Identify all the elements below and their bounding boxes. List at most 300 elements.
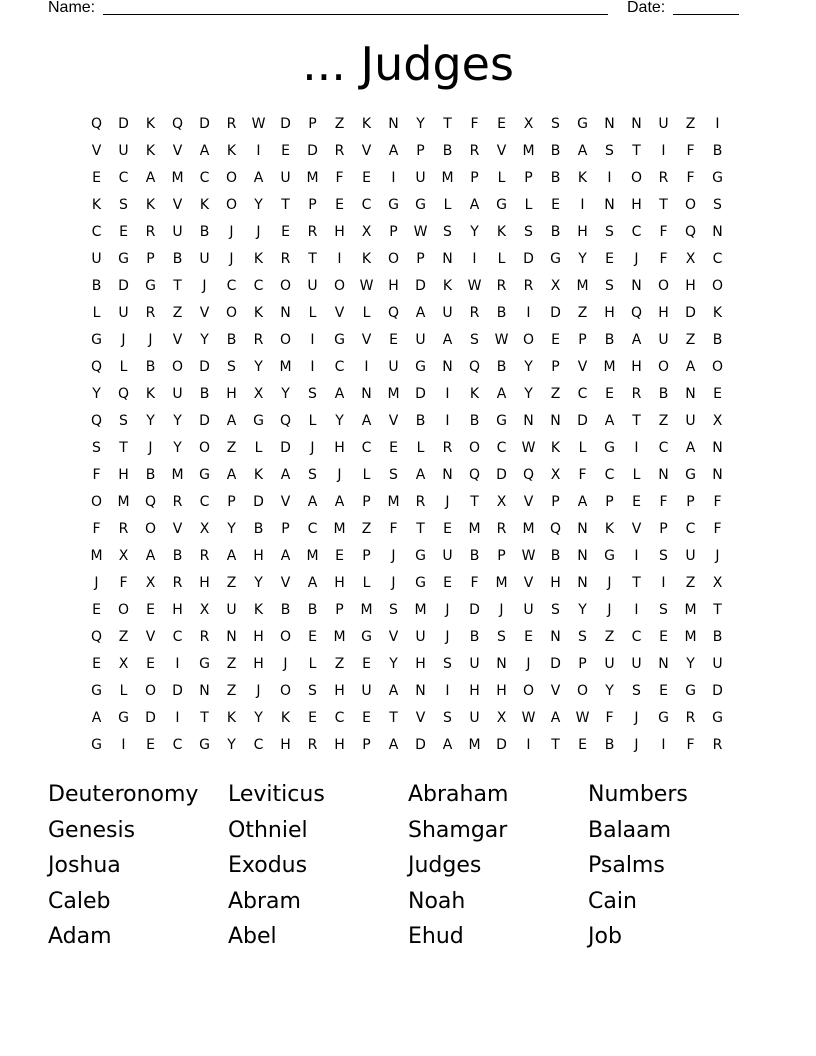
grid-letter: M — [576, 278, 589, 294]
grid-letter: H — [253, 548, 264, 564]
grid-letter: G — [199, 737, 210, 753]
grid-letter: Q — [90, 413, 103, 429]
grid-letter: I — [310, 332, 315, 348]
grid-letter: T — [200, 710, 209, 726]
grid-letter: S — [551, 116, 560, 132]
grid-letter: K — [253, 467, 264, 483]
grid-letter: D — [496, 467, 507, 483]
grid-letter: J — [283, 656, 288, 672]
grid-letter: B — [226, 332, 237, 348]
grid-letter: G — [91, 332, 102, 348]
grid-letter: G — [604, 548, 615, 564]
grid-letter: R — [469, 305, 480, 321]
grid-row — [83, 273, 731, 300]
grid-letter: D — [280, 116, 291, 132]
word-list-item: Shamgar — [408, 817, 508, 843]
grid-letter: G — [496, 413, 507, 429]
grid-letter: S — [308, 386, 317, 402]
grid-letter: K — [145, 197, 156, 213]
grid-letter: B — [496, 305, 507, 321]
word-list-item: Abel — [228, 924, 277, 949]
grid-letter: D — [199, 413, 210, 429]
grid-letter: J — [121, 332, 126, 348]
grid-letter: V — [496, 143, 507, 159]
grid-letter: Q — [90, 116, 103, 132]
grid-letter: B — [469, 629, 480, 645]
grid-letter: O — [117, 602, 130, 618]
grid-letter: T — [173, 278, 182, 294]
grid-letter: M — [603, 359, 616, 375]
grid-letter: J — [337, 467, 342, 483]
grid-letter: C — [361, 440, 372, 456]
grid-letter: L — [119, 359, 128, 375]
grid-letter: A — [226, 467, 237, 483]
word-list-item: Adam — [48, 924, 112, 949]
grid-letter: F — [659, 224, 668, 240]
grid-letter: K — [253, 305, 264, 321]
grid-letter: O — [144, 683, 157, 699]
grid-letter: A — [442, 737, 453, 753]
grid-letter: G — [604, 440, 615, 456]
grid-letter: K — [712, 305, 723, 321]
grid-letter: R — [199, 548, 210, 564]
grid-letter: V — [361, 143, 372, 159]
grid-letter: S — [389, 467, 398, 483]
grid-letter: Q — [630, 305, 643, 321]
grid-letter: Z — [172, 305, 183, 321]
grid-letter: B — [712, 629, 723, 645]
grid-letter: S — [308, 467, 317, 483]
grid-letter: R — [496, 278, 507, 294]
grid-letter: D — [415, 737, 426, 753]
grid-letter: Y — [524, 386, 533, 402]
grid-row — [83, 327, 731, 354]
grid-letter: S — [605, 143, 614, 159]
grid-letter: E — [578, 737, 587, 753]
grid-letter: I — [337, 251, 342, 267]
grid-letter: E — [146, 656, 155, 672]
grid-letter: Y — [605, 683, 614, 699]
grid-letter: G — [496, 197, 507, 213]
grid-letter: Q — [468, 467, 481, 483]
grid-letter: I — [634, 602, 639, 618]
grid-letter: O — [387, 251, 400, 267]
grid-letter: U — [442, 305, 453, 321]
grid-letter: Q — [279, 413, 292, 429]
grid-letter: E — [443, 521, 452, 537]
grid-letter: F — [713, 521, 722, 537]
grid-letter: C — [172, 737, 183, 753]
grid-letter: G — [361, 629, 372, 645]
grid-letter: U — [415, 332, 426, 348]
grid-letter: A — [145, 548, 156, 564]
grid-letter: J — [715, 548, 720, 564]
grid-letter: Y — [524, 359, 533, 375]
word-list-item: Caleb — [48, 888, 111, 914]
grid-letter: B — [199, 224, 210, 240]
grid-letter: C — [199, 170, 210, 186]
grid-letter: X — [496, 710, 507, 726]
grid-letter: N — [712, 224, 723, 240]
grid-letter: J — [256, 224, 261, 240]
grid-letter: N — [280, 305, 291, 321]
grid-letter: M — [90, 548, 103, 564]
grid-letter: J — [445, 494, 450, 510]
grid-letter: U — [469, 656, 480, 672]
grid-letter: D — [415, 386, 426, 402]
grid-letter: U — [118, 143, 129, 159]
grid-letter: H — [253, 629, 264, 645]
grid-letter: U — [199, 251, 210, 267]
grid-letter: H — [388, 278, 399, 294]
grid-letter: U — [631, 656, 642, 672]
grid-letter: Q — [522, 467, 535, 483]
grid-letter: J — [634, 710, 639, 726]
grid-letter: M — [684, 602, 697, 618]
grid-letter: L — [308, 656, 317, 672]
grid-letter: F — [605, 710, 614, 726]
grid-letter: G — [415, 359, 426, 375]
grid-letter: H — [280, 737, 291, 753]
grid-letter: Y — [173, 440, 182, 456]
grid-letter: H — [496, 683, 507, 699]
grid-letter: S — [578, 629, 587, 645]
word-list-item: Joshua — [48, 853, 121, 878]
grid-letter: F — [686, 143, 695, 159]
grid-letter: X — [253, 386, 264, 402]
grid-letter: S — [92, 440, 101, 456]
grid-letter: S — [713, 197, 722, 213]
grid-letter: S — [497, 629, 506, 645]
grid-letter: W — [521, 710, 536, 726]
grid-letter: U — [712, 656, 723, 672]
grid-letter: I — [526, 737, 531, 753]
grid-letter: D — [577, 413, 588, 429]
grid-letter: Q — [549, 521, 562, 537]
grid-letter: V — [91, 143, 102, 159]
grid-row — [83, 597, 731, 624]
grid-letter: Y — [92, 386, 101, 402]
grid-letter: H — [631, 197, 642, 213]
grid-letter: B — [145, 467, 156, 483]
grid-letter: O — [225, 197, 238, 213]
name-blank-line — [103, 14, 608, 15]
grid-letter: R — [253, 332, 264, 348]
grid-letter: I — [445, 683, 450, 699]
grid-letter: H — [118, 467, 129, 483]
grid-letter: K — [199, 197, 210, 213]
grid-letter: M — [522, 521, 535, 537]
grid-letter: S — [551, 602, 560, 618]
grid-letter: Y — [200, 332, 209, 348]
grid-letter: P — [146, 251, 155, 267]
word-list-item: Abram — [228, 888, 301, 914]
grid-letter: Y — [578, 251, 587, 267]
grid-letter: T — [632, 143, 641, 159]
grid-row — [83, 435, 731, 462]
grid-letter: O — [657, 359, 670, 375]
grid-letter: W — [521, 548, 536, 564]
grid-letter: R — [280, 251, 291, 267]
grid-letter: L — [443, 197, 452, 213]
grid-letter: Y — [389, 656, 398, 672]
grid-letter: U — [280, 170, 291, 186]
grid-letter: T — [281, 197, 290, 213]
grid-letter: I — [715, 116, 720, 132]
grid-letter: R — [334, 143, 345, 159]
word-list-item: Exodus — [228, 853, 308, 878]
grid-letter: E — [146, 602, 155, 618]
grid-letter: C — [118, 170, 129, 186]
grid-letter: R — [712, 737, 723, 753]
grid-letter: L — [254, 440, 263, 456]
grid-letter: Q — [387, 305, 400, 321]
grid-letter: D — [307, 143, 318, 159]
grid-letter: L — [632, 467, 641, 483]
grid-letter: G — [415, 548, 426, 564]
grid-row — [83, 732, 731, 759]
grid-letter: A — [307, 494, 318, 510]
grid-letter: G — [550, 251, 561, 267]
grid-letter: H — [631, 359, 642, 375]
grid-letter: K — [253, 251, 264, 267]
grid-letter: D — [712, 683, 723, 699]
grid-letter: J — [391, 548, 396, 564]
grid-letter: P — [605, 494, 614, 510]
grid-letter: G — [145, 278, 156, 294]
grid-letter: I — [661, 143, 666, 159]
grid-letter: E — [605, 386, 614, 402]
grid-letter: J — [202, 278, 207, 294]
grid-letter: P — [578, 656, 587, 672]
grid-letter: C — [334, 710, 345, 726]
grid-letter: H — [577, 224, 588, 240]
grid-letter: W — [467, 278, 482, 294]
grid-letter: E — [659, 629, 668, 645]
grid-letter: U — [469, 710, 480, 726]
grid-letter: P — [578, 332, 587, 348]
grid-letter: E — [92, 656, 101, 672]
grid-letter: O — [279, 332, 292, 348]
grid-letter: R — [118, 521, 129, 537]
word-list-item: Cain — [588, 888, 637, 914]
grid-letter: A — [604, 413, 615, 429]
grid-letter: O — [225, 170, 238, 186]
grid-letter: A — [91, 710, 102, 726]
grid-letter: P — [497, 548, 506, 564]
grid-letter: D — [496, 737, 507, 753]
grid-letter: J — [229, 251, 234, 267]
grid-letter: M — [387, 494, 400, 510]
grid-letter: U — [226, 602, 237, 618]
grid-letter: J — [445, 629, 450, 645]
grid-letter: E — [551, 332, 560, 348]
grid-letter: E — [389, 440, 398, 456]
grid-letter: H — [253, 656, 264, 672]
grid-letter: A — [442, 332, 453, 348]
grid-letter: C — [631, 629, 642, 645]
grid-letter: P — [416, 251, 425, 267]
grid-letter: L — [524, 197, 533, 213]
grid-letter: K — [604, 521, 615, 537]
grid-letter: E — [659, 683, 668, 699]
grid-letter: I — [472, 251, 477, 267]
grid-letter: E — [362, 710, 371, 726]
grid-letter: T — [659, 197, 668, 213]
grid-letter: J — [94, 575, 99, 591]
grid-letter: A — [496, 386, 507, 402]
grid-letter: U — [388, 359, 399, 375]
grid-letter: P — [389, 224, 398, 240]
grid-letter: N — [442, 467, 453, 483]
grid-letter: K — [145, 116, 156, 132]
grid-letter: H — [334, 737, 345, 753]
grid-letter: M — [333, 521, 346, 537]
grid-letter: O — [90, 494, 103, 510]
grid-letter: A — [334, 386, 345, 402]
grid-letter: N — [496, 656, 507, 672]
grid-letter: L — [119, 683, 128, 699]
grid-letter: F — [713, 494, 722, 510]
grid-letter: Z — [226, 575, 237, 591]
word-list-item: Othniel — [228, 817, 308, 843]
grid-letter: Y — [686, 656, 695, 672]
grid-letter: R — [523, 278, 534, 294]
grid-letter: G — [118, 251, 129, 267]
grid-letter: K — [91, 197, 102, 213]
grid-letter: V — [631, 521, 642, 537]
grid-letter: V — [172, 143, 183, 159]
grid-row — [83, 381, 731, 408]
grid-letter: P — [686, 494, 695, 510]
grid-letter: B — [550, 548, 561, 564]
grid-letter: C — [361, 197, 372, 213]
grid-letter: N — [388, 116, 399, 132]
grid-letter: O — [684, 197, 697, 213]
grid-letter: C — [307, 521, 318, 537]
grid-letter: Y — [254, 197, 263, 213]
grid-letter: U — [604, 656, 615, 672]
grid-letter: C — [226, 278, 237, 294]
grid-letter: N — [712, 467, 723, 483]
grid-letter: K — [253, 602, 264, 618]
grid-letter: A — [199, 143, 210, 159]
grid-letter: R — [685, 710, 696, 726]
grid-letter: F — [470, 116, 479, 132]
grid-letter: V — [280, 575, 291, 591]
grid-letter: N — [361, 386, 372, 402]
grid-row — [83, 300, 731, 327]
grid-letter: A — [253, 170, 264, 186]
grid-letter: N — [631, 116, 642, 132]
grid-row — [83, 219, 731, 246]
grid-letter: L — [308, 413, 317, 429]
grid-letter: G — [415, 575, 426, 591]
grid-letter: S — [605, 278, 614, 294]
grid-letter: O — [657, 278, 670, 294]
grid-letter: Y — [227, 521, 236, 537]
grid-letter: T — [470, 494, 479, 510]
grid-letter: P — [524, 170, 533, 186]
grid-letter: K — [361, 251, 372, 267]
grid-letter: S — [659, 602, 668, 618]
grid-letter: U — [172, 386, 183, 402]
grid-letter: M — [360, 602, 373, 618]
grid-letter: M — [495, 575, 508, 591]
grid-letter: R — [199, 629, 210, 645]
grid-letter: S — [389, 602, 398, 618]
grid-letter: T — [632, 413, 641, 429]
grid-letter: X — [496, 494, 507, 510]
grid-letter: Y — [146, 413, 155, 429]
grid-letter: H — [334, 575, 345, 591]
grid-letter: I — [661, 575, 666, 591]
grid-letter: Q — [684, 224, 697, 240]
grid-letter: B — [415, 413, 426, 429]
grid-letter: S — [443, 710, 452, 726]
grid-letter: E — [551, 197, 560, 213]
grid-letter: B — [604, 332, 615, 348]
grid-letter: I — [256, 143, 261, 159]
grid-letter: J — [634, 737, 639, 753]
grid-letter: Y — [254, 359, 263, 375]
grid-letter: Q — [117, 386, 130, 402]
grid-letter: A — [469, 197, 480, 213]
grid-letter: R — [307, 224, 318, 240]
grid-letter: J — [310, 440, 315, 456]
grid-letter: Y — [281, 386, 290, 402]
grid-letter: H — [604, 305, 615, 321]
grid-letter: B — [469, 548, 480, 564]
grid-letter: C — [253, 278, 264, 294]
grid-letter: K — [496, 224, 507, 240]
grid-letter: L — [416, 440, 425, 456]
grid-letter: I — [391, 170, 396, 186]
grid-letter: G — [388, 197, 399, 213]
grid-letter: Z — [226, 440, 237, 456]
grid-letter: S — [524, 224, 533, 240]
grid-letter: Y — [335, 413, 344, 429]
grid-letter: B — [91, 278, 102, 294]
grid-letter: L — [578, 440, 587, 456]
grid-letter: E — [497, 116, 506, 132]
grid-letter: K — [361, 116, 372, 132]
grid-letter: B — [253, 521, 264, 537]
grid-letter: M — [414, 602, 427, 618]
grid-letter: B — [199, 386, 210, 402]
grid-letter: X — [118, 656, 129, 672]
grid-letter: Z — [226, 683, 237, 699]
grid-letter: V — [199, 305, 210, 321]
grid-letter: L — [497, 170, 506, 186]
name-label: Name: — [48, 0, 96, 16]
word-list-item: Genesis — [48, 817, 136, 843]
grid-row — [83, 516, 731, 543]
grid-letter: L — [308, 305, 317, 321]
date-label: Date: — [627, 0, 666, 16]
grid-letter: J — [607, 575, 612, 591]
word-search-grid — [83, 111, 731, 759]
grid-letter: Y — [227, 737, 236, 753]
grid-letter: I — [121, 737, 126, 753]
grid-letter: H — [226, 386, 237, 402]
grid-letter: B — [550, 170, 561, 186]
grid-letter: E — [524, 629, 533, 645]
grid-letter: E — [281, 143, 290, 159]
grid-letter: Y — [254, 575, 263, 591]
grid-letter: T — [713, 602, 722, 618]
grid-letter: X — [145, 575, 156, 591]
